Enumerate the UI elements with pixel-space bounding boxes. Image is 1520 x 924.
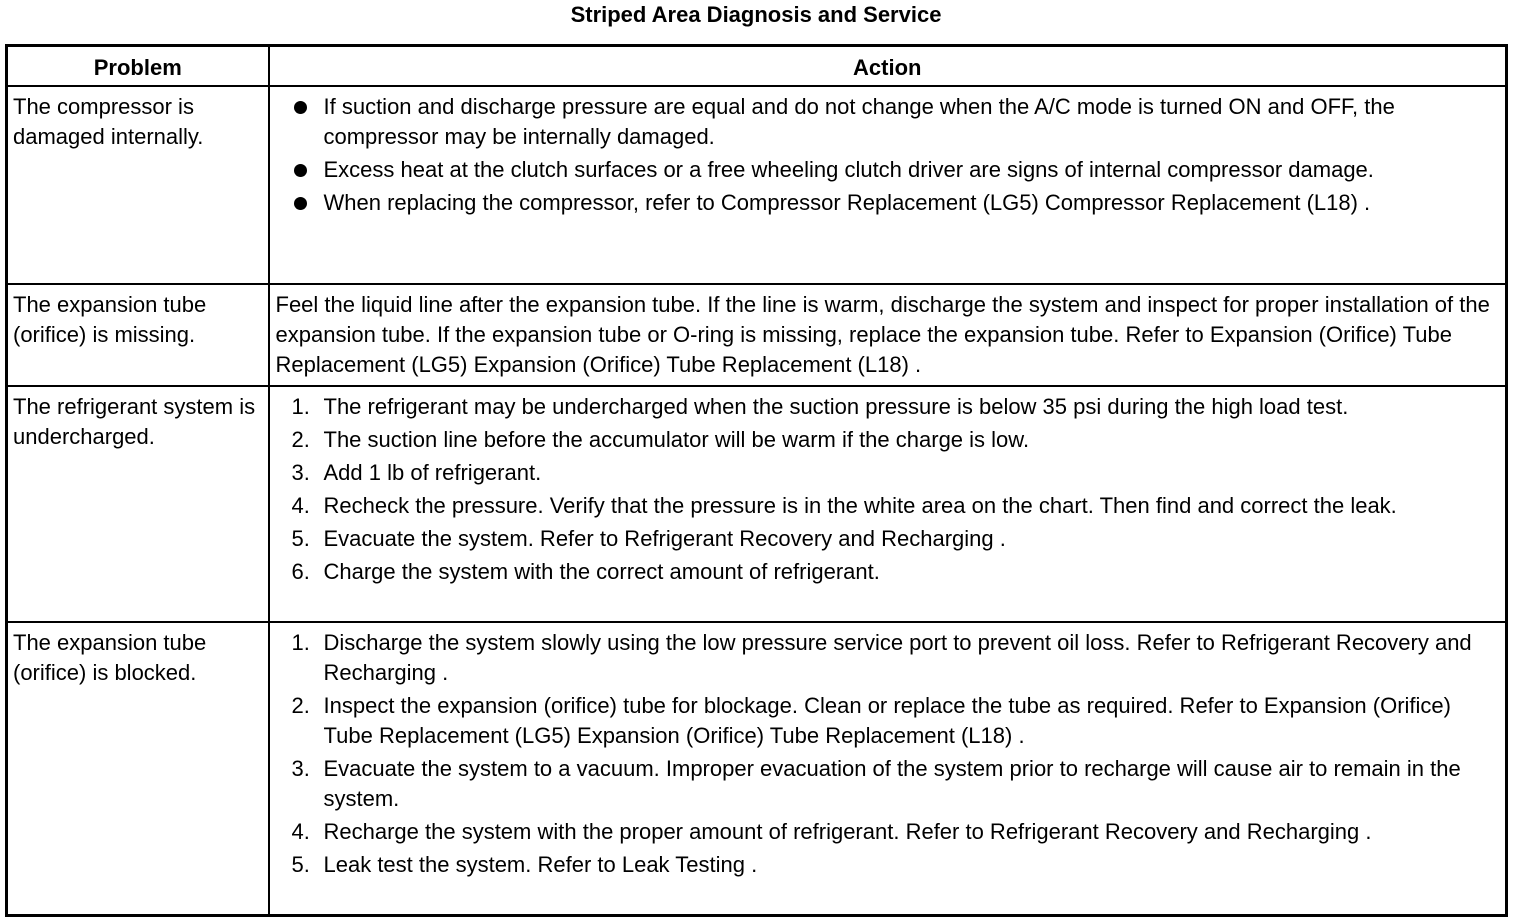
header-row — [7, 46, 1507, 86]
list-item-text: Add 1 lb of refrigerant. — [323, 459, 542, 485]
step-number: 1. — [291, 393, 310, 419]
step-number: 2. — [291, 426, 310, 452]
table-row — [7, 386, 1507, 622]
action-cell — [269, 386, 1507, 622]
list-item-text: Charge the system with the correct amount of refrigerant. — [323, 558, 880, 584]
list-item — [276, 817, 1500, 847]
step-number: 4. — [291, 492, 310, 518]
list-item — [276, 754, 1500, 814]
list-item — [276, 491, 1500, 521]
action-bullet-list — [276, 92, 1500, 218]
action-numbered-list — [276, 628, 1500, 880]
list-item-text: If suction and discharge pressure are equal and do not change when the A/C mode is turned ON and OFF, the compressor may be internally damaged. — [323, 93, 1395, 149]
list-item-text: Evacuate the system. Refer to Refrigerant Recovery and Recharging . — [323, 525, 1006, 551]
table-row — [7, 284, 1507, 386]
list-item — [276, 850, 1500, 880]
list-item — [276, 691, 1500, 751]
action-column-header: Action — [269, 46, 1507, 86]
list-item — [276, 155, 1500, 185]
list-item-text: Discharge the system slowly using the low pressure service port to prevent oil loss. Refer to Refrigerant Recovery and Recharging . — [323, 629, 1472, 685]
bullet-icon — [294, 164, 307, 177]
table-row — [7, 622, 1507, 916]
list-item-text: When replacing the compressor, refer to Compressor Replacement (LG5) Compressor Replacement (L18) . — [323, 189, 1371, 215]
list-item-text: Excess heat at the clutch surfaces or a free wheeling clutch driver are signs of internal compressor damage. — [323, 156, 1374, 182]
list-item — [276, 188, 1500, 218]
problem-column-header: Problem — [7, 46, 269, 86]
list-item-text: The refrigerant may be undercharged when the suction pressure is below 35 psi during the high load test. — [323, 393, 1349, 419]
step-number: 5. — [291, 851, 310, 877]
list-item-text: Recharge the system with the proper amount of refrigerant. Refer to Refrigerant Recovery and Recharging . — [323, 818, 1372, 844]
bullet-icon — [294, 197, 307, 210]
list-item-text: Recheck the pressure. Verify that the pressure is in the white area on the chart. Then find and correct the leak. — [323, 492, 1397, 518]
table-row — [7, 86, 1507, 284]
bullet-icon — [294, 101, 307, 114]
action-cell — [269, 86, 1507, 284]
list-item — [276, 524, 1500, 554]
list-item — [276, 92, 1500, 152]
list-item — [276, 458, 1500, 488]
page-title: Striped Area Diagnosis and Service — [570, 2, 942, 27]
action-cell: Feel the liquid line after the expansion tube. If the line is warm, discharge the system and inspect for proper installation of the expansion tube. If the expansion tube or O-ring is missing, replace the expansion tube. Refer to Expansion (Orifice) Tube Replacement (LG5) Expansion (Orifice) Tube Replacement (L18) . — [269, 284, 1507, 386]
action-cell — [269, 622, 1507, 916]
list-item — [276, 392, 1500, 422]
problem-cell: The expansion tube (orifice) is blocked. — [7, 622, 269, 916]
list-item — [276, 425, 1500, 455]
list-item-text: Leak test the system. Refer to Leak Testing . — [323, 851, 758, 877]
problem-cell: The compressor is damaged internally. — [7, 86, 269, 284]
step-number: 2. — [291, 692, 310, 718]
action-numbered-list — [276, 392, 1500, 587]
problem-cell: The refrigerant system is undercharged. — [7, 386, 269, 622]
list-item-text: Inspect the expansion (orifice) tube for blockage. Clean or replace the tube as required. Refer to Expansion (Orifice) Tube Replacement (LG5) Expansion (Orifice) Tube Replacement (L18) . — [323, 692, 1451, 748]
diagnosis-table — [5, 44, 1508, 917]
problem-cell: The expansion tube (orifice) is missing. — [7, 284, 269, 386]
step-number: 3. — [291, 459, 310, 485]
step-number: 5. — [291, 525, 310, 551]
list-item — [276, 628, 1500, 688]
list-item-text: The suction line before the accumulator will be warm if the charge is low. — [323, 426, 1030, 452]
step-number: 3. — [291, 755, 310, 781]
step-number: 6. — [291, 558, 310, 584]
list-item-text: Evacuate the system to a vacuum. Improper evacuation of the system prior to recharge will cause air to remain in the system. — [323, 755, 1461, 811]
list-item — [276, 557, 1500, 587]
step-number: 4. — [291, 818, 310, 844]
step-number: 1. — [291, 629, 310, 655]
